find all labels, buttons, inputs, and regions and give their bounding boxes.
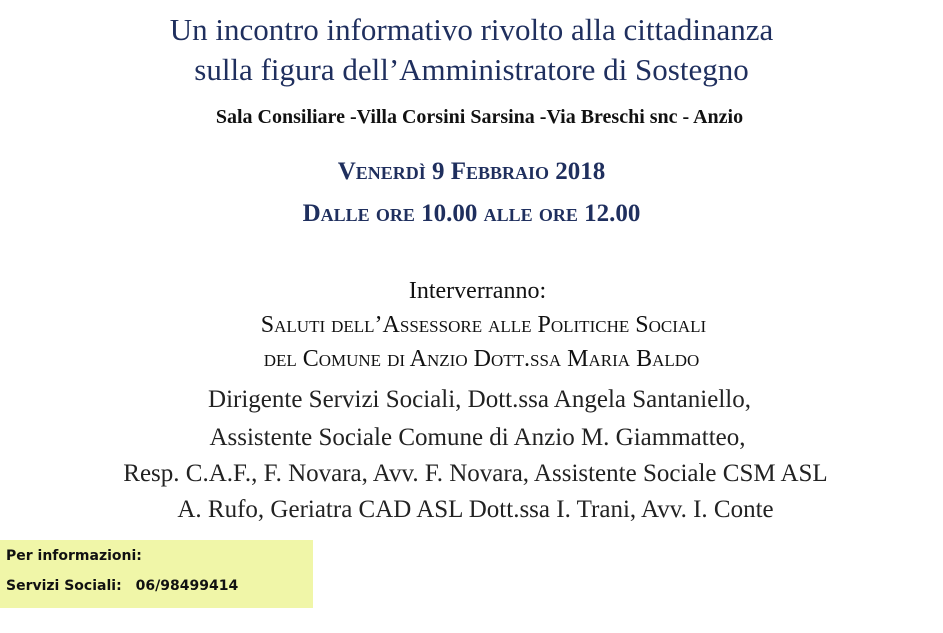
info-service: Servizi Sociali: [6,578,122,594]
speaker-line-1: Dirigente Servizi Sociali, Dott.ssa Angela Santaniello, [208,386,751,413]
info-label: Per informazioni: [6,548,142,564]
greeting-line-2: del Comune di Anzio Dott.ssa Maria Baldo [263,346,700,372]
event-title-line-2: sulla figura dell’Amministratore di Sostegno [194,52,749,87]
event-title-line-1: Un incontro informativo rivolto alla cittadinanza [169,12,774,47]
speaker-line-3: Resp. C.A.F., F. Novara, Avv. F. Novara, Assistente Sociale CSM ASL [123,460,828,487]
greeting-line-1: Saluti dell’Assessore alle Politiche Sociali [260,312,707,338]
speaker-line-2: Assistente Sociale Comune di Anzio M. Giammatteo, [209,424,746,451]
venue-text: Sala Consiliare -Villa Corsini Sarsina -Via Breschi snc - Anzio [215,106,744,128]
info-phone: 06/98499414 [135,578,239,594]
event-date: Venerdì 9 Febbraio 2018 [337,158,606,185]
speakers-heading: Interverranno: [408,278,547,304]
info-contact [6,578,238,594]
info-box [0,540,313,608]
speaker-line-4: A. Rufo, Geriatra CAD ASL Dott.ssa I. Trani, Avv. I. Conte [177,496,774,523]
event-time: Dalle ore 10.00 alle ore 12.00 [302,200,641,227]
